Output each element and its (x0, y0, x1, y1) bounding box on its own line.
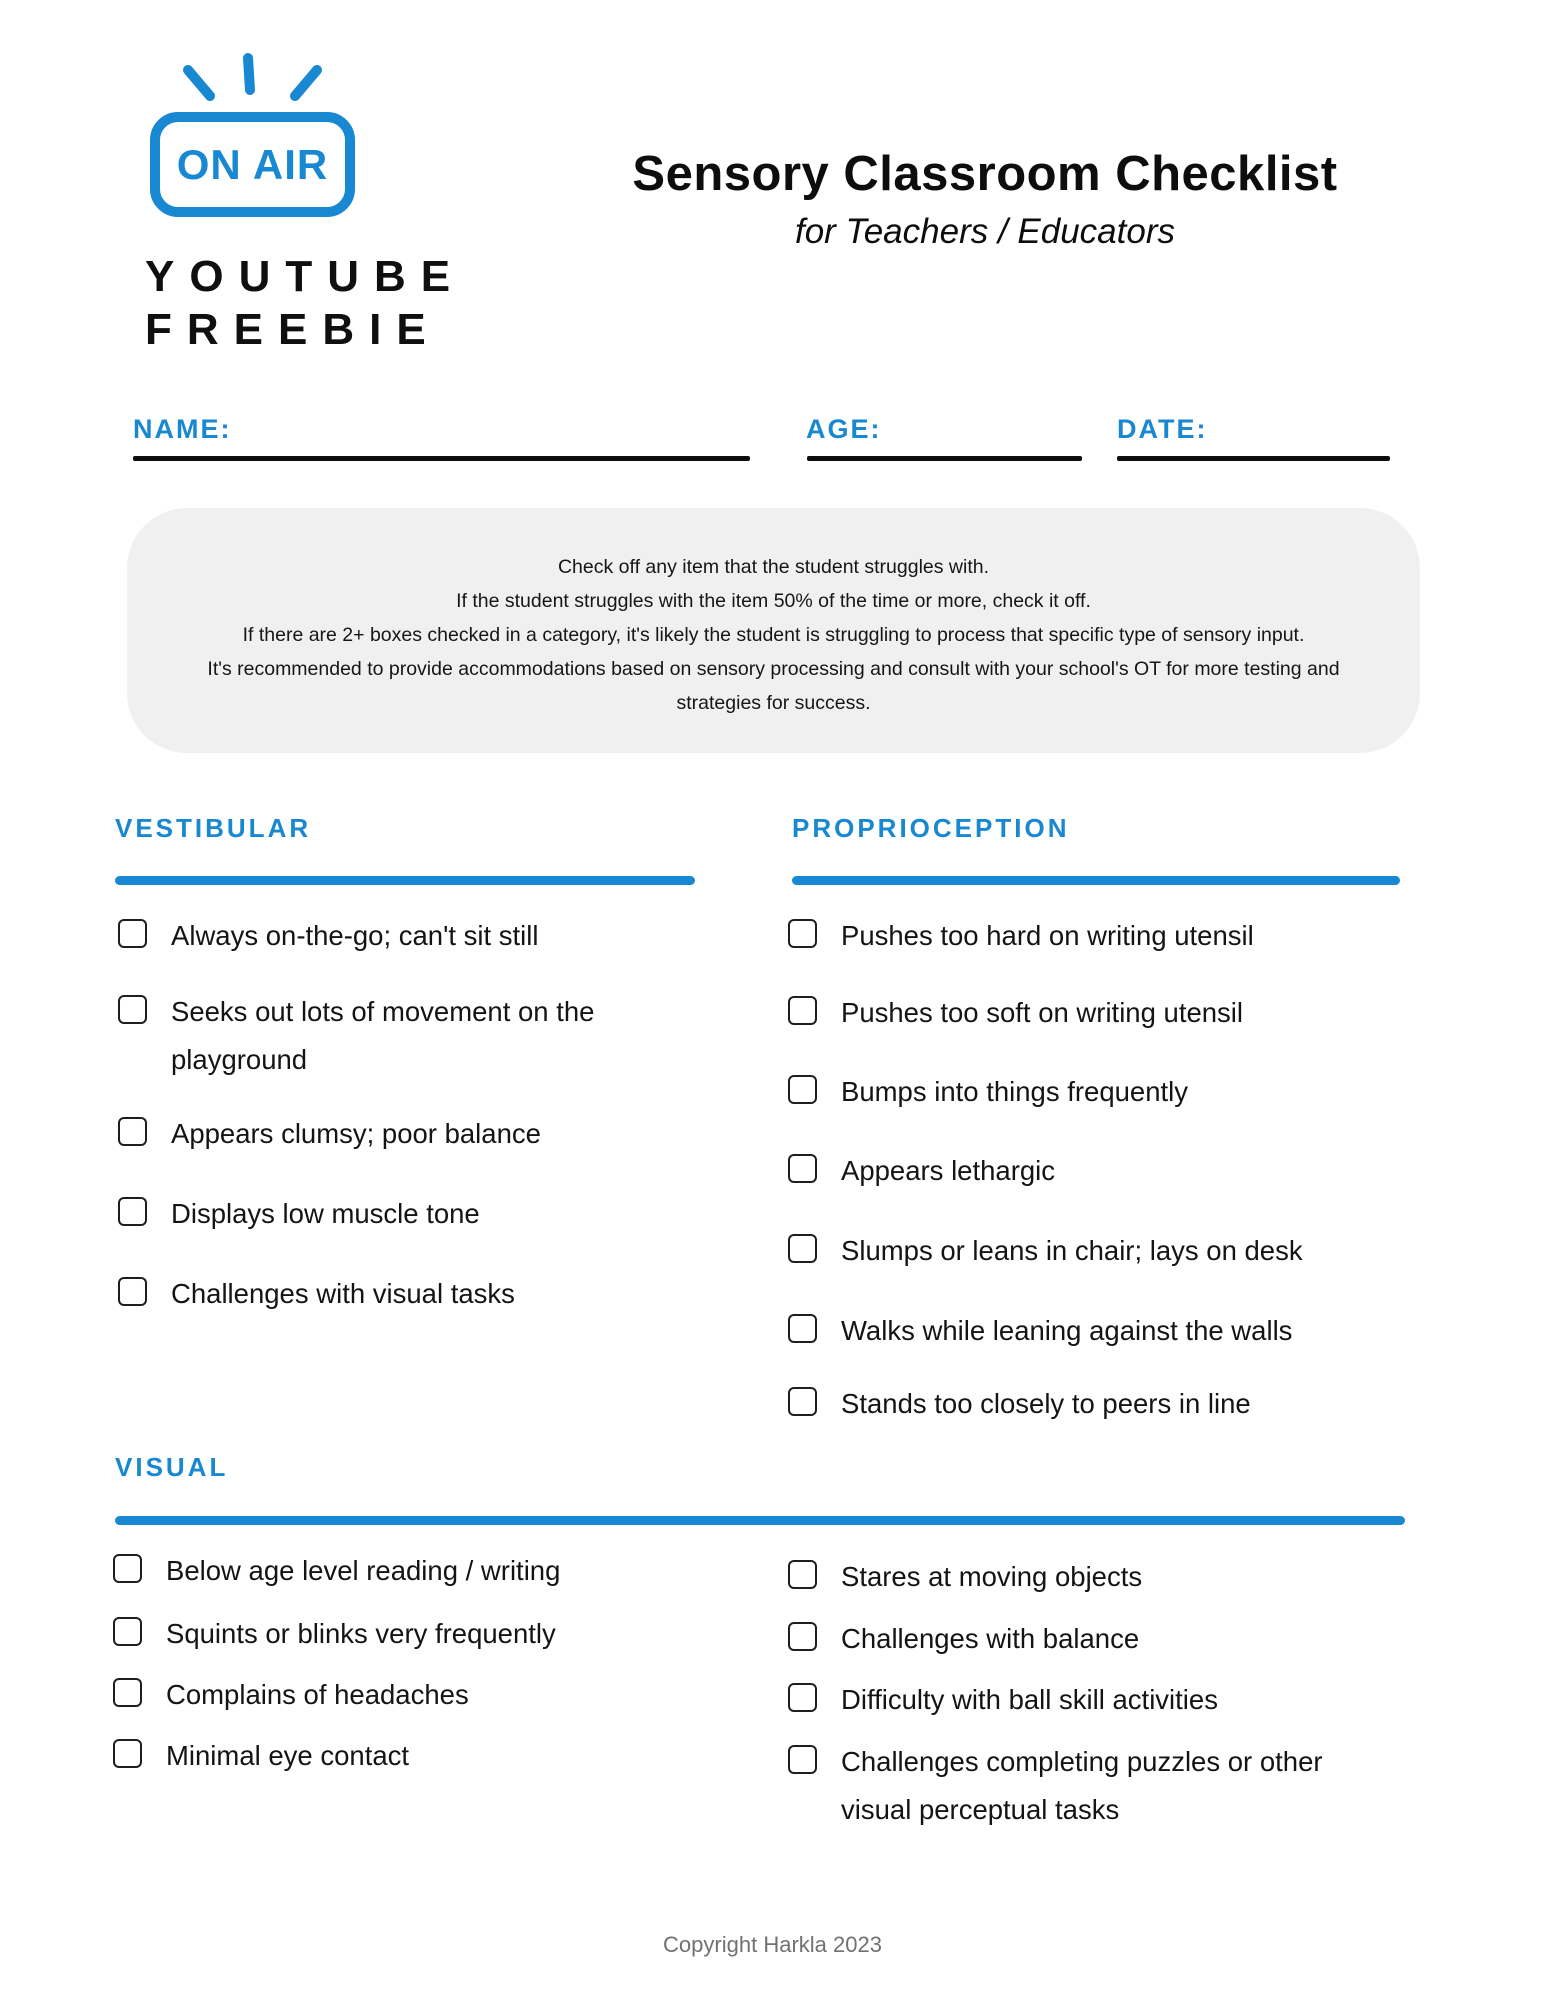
checkbox[interactable] (788, 1234, 817, 1263)
on-air-sign (150, 112, 355, 217)
brand-text (145, 250, 465, 356)
checklist-item-label: Below age level reading / writing (166, 1555, 561, 1586)
instruction-line: It's recommended to provide accommodations based on sensory processing and consult with your school's OT for more testing and strategies for success. (207, 658, 1340, 714)
section-divider (115, 876, 695, 885)
checklist-item (788, 989, 1243, 1037)
checklist-item-label: Pushes too hard on writing utensil (841, 920, 1254, 951)
checkbox[interactable] (118, 1117, 147, 1146)
checklist-item (788, 1227, 1303, 1275)
checklist-item (118, 912, 538, 960)
checkbox[interactable] (118, 995, 147, 1024)
checkbox[interactable] (113, 1554, 142, 1583)
checklist-item-label: Bumps into things frequently (841, 1076, 1188, 1107)
checklist-item-label: Stands too closely to peers in line (841, 1388, 1251, 1419)
checkbox[interactable] (788, 1154, 817, 1183)
checklist-item-label: Walks while leaning against the walls (841, 1315, 1293, 1346)
checklist-item (788, 1738, 1381, 1834)
checklist-item (788, 912, 1254, 960)
checklist-item-label: Appears lethargic (841, 1155, 1056, 1186)
section-divider (115, 1516, 1405, 1525)
checklist-item-label: Minimal eye contact (166, 1740, 410, 1771)
name-field[interactable] (133, 456, 750, 461)
checklist-item (113, 1732, 409, 1780)
checkbox[interactable] (118, 919, 147, 948)
on-air-rays-icon (150, 50, 355, 110)
checklist-item (788, 1615, 1139, 1663)
checklist-item-label: Slumps or leans in chair; lays on desk (841, 1235, 1303, 1266)
checklist-item-label: Challenges with balance (841, 1623, 1140, 1654)
brand-line-youtube: YOUTUBE (145, 252, 466, 301)
checklist-item-label: Seeks out lots of movement on the playground (171, 996, 595, 1075)
date-field[interactable] (1117, 456, 1390, 461)
instruction-line: If there are 2+ boxes checked in a category, it's likely the student is struggling to process that specific type of sensory input. (242, 624, 1305, 646)
on-air-label: ON AIR (176, 140, 329, 188)
checklist-item (113, 1671, 469, 1719)
checklist-item-label: Complains of headaches (166, 1679, 469, 1710)
checkbox[interactable] (113, 1678, 142, 1707)
checklist-item (118, 1110, 541, 1158)
page-title: Sensory Classroom Checklist (632, 147, 1338, 201)
checklist-item (118, 988, 631, 1084)
header (455, 146, 1515, 252)
section-heading-visual: VISUAL (115, 1452, 229, 1482)
checklist-item (118, 1270, 515, 1318)
checklist-item (788, 1307, 1292, 1355)
instructions-box (127, 508, 1420, 753)
checkbox[interactable] (788, 1683, 817, 1712)
checklist-item (788, 1676, 1218, 1724)
checklist-item-label: Challenges with visual tasks (171, 1278, 515, 1309)
age-field[interactable] (807, 456, 1082, 461)
checkbox[interactable] (118, 1277, 147, 1306)
checklist-item-label: Appears clumsy; poor balance (171, 1118, 541, 1149)
checklist-item (788, 1553, 1142, 1601)
checkbox[interactable] (788, 1314, 817, 1343)
checklist-item (113, 1610, 556, 1658)
checklist-item-label: Stares at moving objects (841, 1561, 1143, 1592)
page-subtitle: for Teachers / Educators (794, 212, 1175, 251)
section-heading-proprioception: PROPRIOCEPTION (792, 813, 1070, 843)
checklist-item-label: Displays low muscle tone (171, 1198, 480, 1229)
checkbox[interactable] (118, 1197, 147, 1226)
copyright-text: Copyright Harkla 2023 (663, 1932, 882, 1957)
checklist-item (788, 1068, 1188, 1116)
checklist-item-label: Squints or blinks very frequently (166, 1618, 556, 1649)
checkbox[interactable] (788, 1560, 817, 1589)
checklist-item-label: Pushes too soft on writing utensil (841, 997, 1244, 1028)
checkbox[interactable] (788, 1387, 817, 1416)
checklist-item (788, 1380, 1251, 1428)
checkbox[interactable] (788, 996, 817, 1025)
checklist-item (788, 1147, 1055, 1195)
instruction-line: Check off any item that the student struggles with. (557, 556, 990, 578)
checkbox[interactable] (113, 1739, 142, 1768)
age-label: AGE: (806, 414, 882, 444)
date-label: DATE: (1117, 414, 1208, 444)
brand-line-freebie: FREEBIE (145, 305, 441, 354)
checklist-item (113, 1547, 560, 1595)
name-label: NAME: (133, 414, 232, 444)
checkbox[interactable] (788, 1745, 817, 1774)
checklist-item-label: Always on-the-go; can't sit still (171, 920, 539, 951)
checkbox[interactable] (788, 1075, 817, 1104)
checkbox[interactable] (788, 919, 817, 948)
checkbox[interactable] (113, 1617, 142, 1646)
section-divider (792, 876, 1400, 885)
section-heading-vestibular: VESTIBULAR (115, 813, 312, 843)
checklist-item (118, 1190, 480, 1238)
instruction-line: If the student struggles with the item 50% of the time or more, check it off. (456, 590, 1091, 612)
checkbox[interactable] (788, 1622, 817, 1651)
checklist-item-label: Challenges completing puzzles or other visual perceptual tasks (841, 1746, 1323, 1825)
checklist-item-label: Difficulty with ball skill activities (841, 1684, 1218, 1715)
